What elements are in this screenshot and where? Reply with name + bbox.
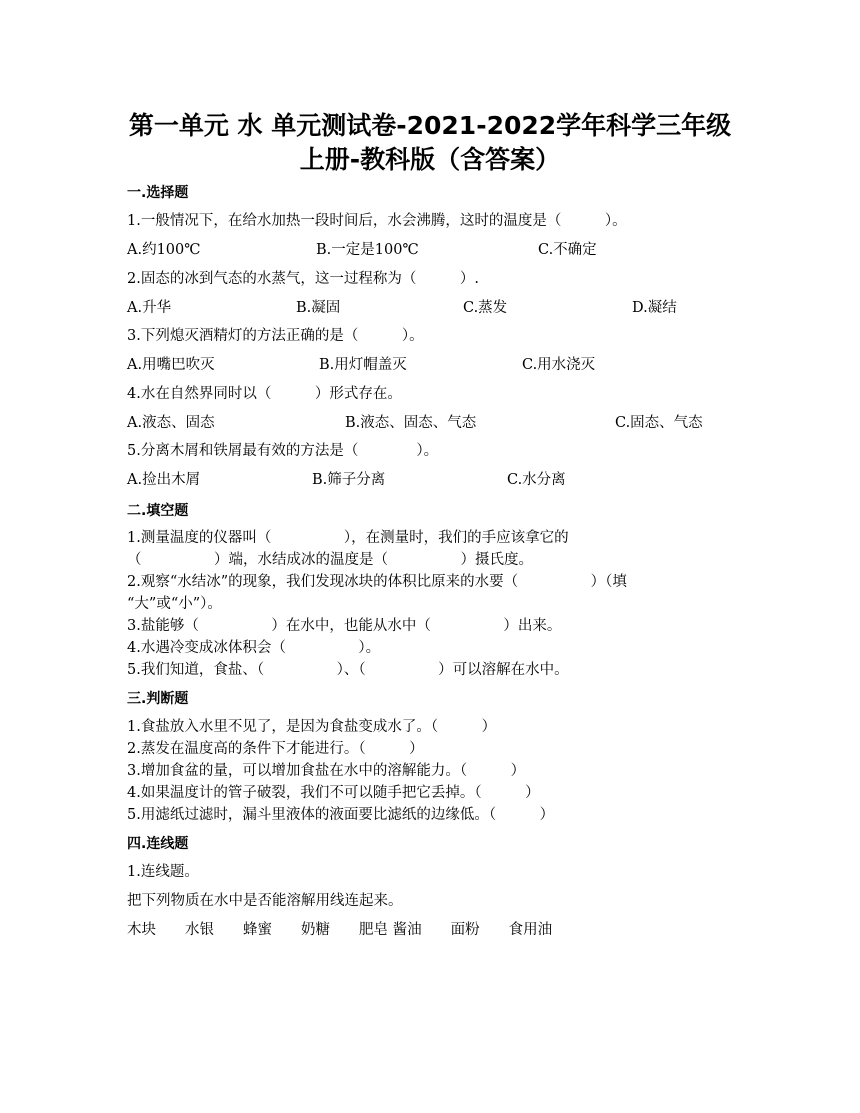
question-stem: 4.水在自然界同时以（ ）形式存在。 (127, 386, 402, 402)
text-line: 3.增加食盆的量，可以增加食盐在水中的溶解能力。（ ） (127, 763, 526, 779)
question-stem: 3.下列熄灭酒精灯的方法正确的是（ ）。 (127, 328, 424, 344)
option-b: B.液态、固态、气态 (345, 415, 477, 431)
option-c: C.用水浇灭 (522, 357, 596, 373)
option-c: C.蒸发 (463, 300, 508, 316)
section-heading-fill-blank: 二.填空题 (127, 503, 189, 519)
text-line: 1.测量温度的仪器叫（ ），在测量时，我们的手应该拿它的 (127, 530, 569, 546)
text-line: “大”或“小”）。 (127, 596, 222, 612)
question-stem: 5.分离木屑和铁屑最有效的方法是（ ）。 (127, 443, 439, 459)
option-c: C.水分离 (507, 472, 566, 488)
option-a: A.升华 (127, 300, 172, 316)
text-line: 2.观察“水结冰”的现象，我们发现冰块的体积比原来的水要（ ）（填 (127, 574, 627, 590)
option-a: A.捡出木屑 (127, 472, 201, 488)
text-line: 3.盐能够（ ）在水中，也能从水中（ ）出来。 (127, 618, 562, 634)
section-heading-matching: 四.连线题 (127, 836, 189, 852)
section-heading-true-false: 三.判断题 (127, 691, 189, 707)
question-stem: 1.一般情况下，在给水加热一段时间后，水会沸腾，这时的温度是（ ）。 (127, 213, 627, 229)
option-a: A.约100℃ (127, 242, 201, 258)
text-line: 4.水遇冷变成冰体积会（ ）。 (127, 640, 381, 656)
text-line: 1.食盐放入水里不见了，是因为食盐变成水了。（ ） (127, 719, 497, 735)
text-line: 5.我们知道，食盐、（ ）、（ ）可以溶解在水中。 (127, 662, 569, 678)
text-line: 1.连线题。 (127, 864, 199, 880)
option-b: B.筛子分离 (312, 472, 386, 488)
option-a: A.用嘴巴吹灭 (127, 357, 215, 373)
substance-list: 木块 水银 蜂蜜 奶糖 肥皂 酱油 面粉 食用油 (127, 922, 553, 938)
option-d: D.凝结 (632, 300, 677, 316)
title-line-2: 上册-教科版（含答案） (299, 145, 561, 174)
option-c: C.固态、气态 (615, 415, 703, 431)
text-line: 把下列物质在水中是否能溶解用线连起来。 (127, 893, 403, 909)
text-line: 2.蒸发在温度高的条件下才能进行。（ ） (127, 741, 424, 757)
option-b: B.用灯帽盖灭 (319, 357, 407, 373)
question-stem: 2.固态的冰到气态的水蒸气，这一过程称为（ ）. (127, 271, 479, 287)
option-b: B.凝固 (296, 300, 341, 316)
section-heading-choice: 一.选择题 (127, 185, 189, 201)
text-line: （ ）端，水结成冰的温度是（ ）摄氏度。 (127, 552, 533, 568)
text-line: 5.用滤纸过滤时，漏斗里液体的液面要比滤纸的边缘低。（ ） (127, 807, 555, 823)
option-c: C.不确定 (538, 242, 597, 258)
option-b: B.一定是100℃ (316, 242, 419, 258)
title-line-1: 第一单元 水 单元测试卷-2021-2022学年科学三年级 (128, 111, 732, 140)
option-a: A.液态、固态 (127, 415, 215, 431)
text-line: 4.如果温度计的管子破裂，我们不可以随手把它丢掉。（ ） (127, 785, 540, 801)
